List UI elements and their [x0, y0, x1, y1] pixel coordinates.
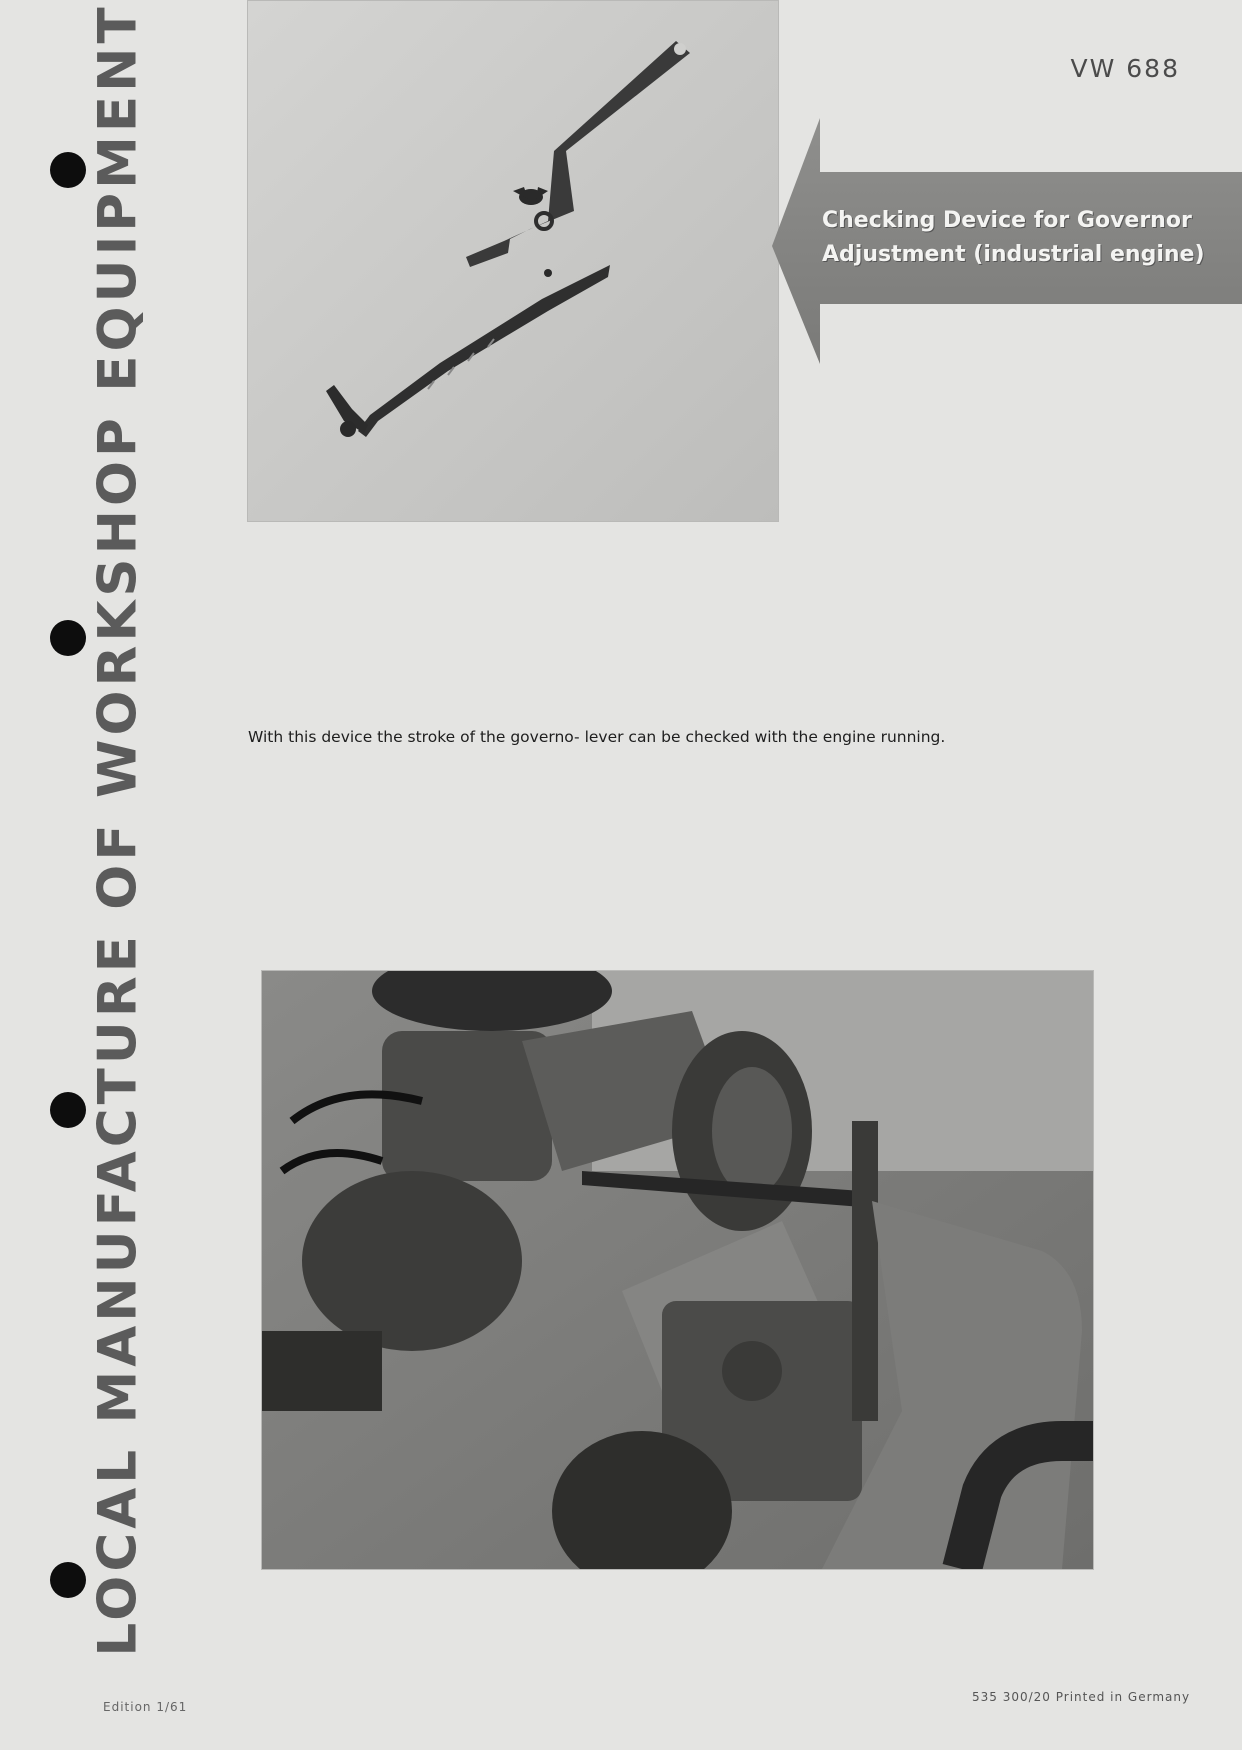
punch-hole-2	[50, 620, 86, 656]
title-arrow	[772, 118, 1242, 364]
device-description: With this device the stroke of the governo- lever can be checked with the engine running.	[248, 728, 946, 746]
device-photo	[247, 0, 779, 522]
sidebar-title: LOCAL MANUFACTURE OF WORKSHOP EQUIPMENT	[87, 3, 149, 1657]
punch-hole-1	[50, 152, 86, 188]
punch-hole-3	[50, 1092, 86, 1128]
arrow-title-line2: Adjustment (industrial engine)	[822, 242, 1205, 267]
punch-hole-4	[50, 1562, 86, 1598]
edition-label: Edition 1/61	[103, 1700, 188, 1714]
print-info: 535 300/20 Printed in Germany	[972, 1690, 1191, 1704]
document-number: VW 688	[1070, 54, 1180, 83]
arrow-title-line1: Checking Device for Governor	[822, 208, 1192, 233]
engine-photo	[261, 970, 1094, 1570]
arrow-title	[822, 204, 1242, 272]
